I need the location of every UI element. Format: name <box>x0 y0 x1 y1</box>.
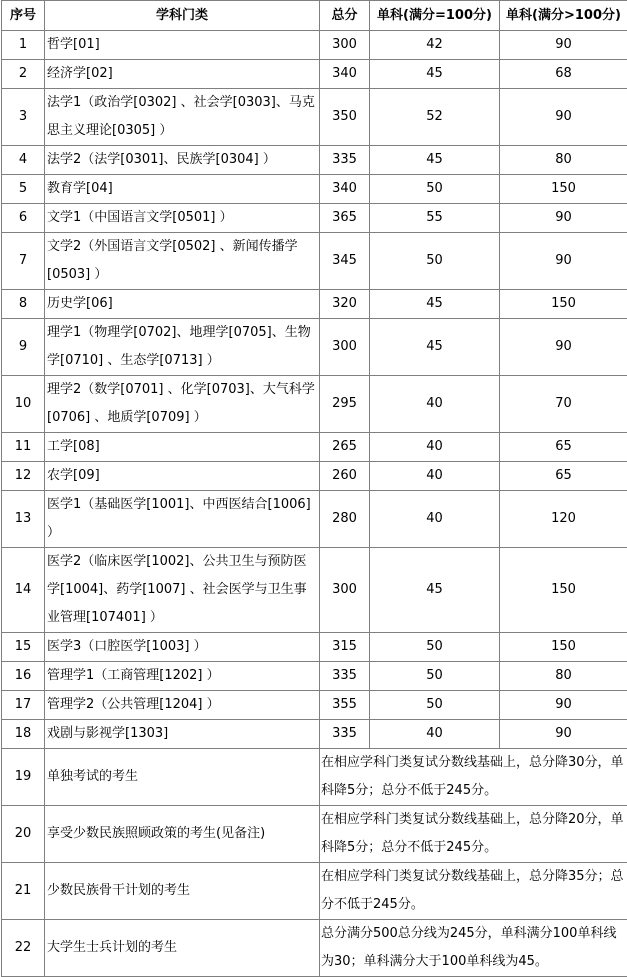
header-category: 学科门类 <box>45 1 320 31</box>
row-seq: 8 <box>2 290 45 319</box>
table-row <box>2 462 627 491</box>
row-category: 哲学[01] <box>45 31 320 60</box>
row-single-100: 42 <box>370 31 500 60</box>
row-category: 戏剧与影视学[1303] <box>45 720 320 749</box>
row-seq: 10 <box>2 376 45 433</box>
row-single-100: 45 <box>370 290 500 319</box>
row-seq: 22 <box>2 920 45 977</box>
row-category: 医学2（临床医学[1002]、公共卫生与预防医学[1004]、药学[1007] 、社会医学与卫生事业管理[107401] ） <box>45 548 320 633</box>
row-total: 265 <box>320 433 370 462</box>
special-row <box>2 749 627 806</box>
table-row <box>2 204 627 233</box>
row-single-over100: 150 <box>500 175 627 204</box>
table-row <box>2 691 627 720</box>
row-single-100: 40 <box>370 462 500 491</box>
row-category: 大学生士兵计划的考生 <box>45 920 320 977</box>
header-single-100: 单科(满分=100分) <box>370 1 500 31</box>
row-single-over100: 65 <box>500 462 627 491</box>
header-total: 总分 <box>320 1 370 31</box>
row-total: 300 <box>320 319 370 376</box>
header-seq: 序号 <box>2 1 45 31</box>
row-total: 260 <box>320 462 370 491</box>
row-single-100: 50 <box>370 662 500 691</box>
table-row <box>2 233 627 290</box>
row-category: 医学3（口腔医学[1003] ） <box>45 633 320 662</box>
special-row <box>2 920 627 977</box>
row-single-100: 40 <box>370 376 500 433</box>
row-category: 文学2（外国语言文学[0502] 、新闻传播学[0503] ） <box>45 233 320 290</box>
row-single-over100: 90 <box>500 233 627 290</box>
row-category: 法学2（法学[0301]、民族学[0304] ） <box>45 146 320 175</box>
row-note: 在相应学科门类复试分数线基础上，总分降20分，单科降5分；总分不低于245分。 <box>320 806 627 863</box>
row-seq: 21 <box>2 863 45 920</box>
row-single-100: 40 <box>370 720 500 749</box>
row-seq: 13 <box>2 491 45 548</box>
row-category: 享受少数民族照顾政策的考生(见备注) <box>45 806 320 863</box>
row-seq: 15 <box>2 633 45 662</box>
special-row <box>2 806 627 863</box>
table-row <box>2 290 627 319</box>
row-total: 300 <box>320 548 370 633</box>
table-row <box>2 376 627 433</box>
row-seq: 5 <box>2 175 45 204</box>
row-seq: 3 <box>2 89 45 146</box>
row-single-over100: 90 <box>500 204 627 233</box>
row-seq: 14 <box>2 548 45 633</box>
score-table <box>1 0 627 977</box>
table-row <box>2 491 627 548</box>
row-category: 工学[08] <box>45 433 320 462</box>
row-total: 315 <box>320 633 370 662</box>
header-row <box>2 1 627 31</box>
row-seq: 2 <box>2 60 45 89</box>
row-single-over100: 90 <box>500 31 627 60</box>
row-seq: 17 <box>2 691 45 720</box>
table-row <box>2 720 627 749</box>
row-single-100: 50 <box>370 633 500 662</box>
table-row <box>2 662 627 691</box>
table-row <box>2 89 627 146</box>
row-note: 在相应学科门类复试分数线基础上，总分降35分；总分不低于245分。 <box>320 863 627 920</box>
row-category: 教育学[04] <box>45 175 320 204</box>
row-category: 管理学2（公共管理[1204] ） <box>45 691 320 720</box>
row-single-over100: 90 <box>500 691 627 720</box>
special-row <box>2 863 627 920</box>
row-category: 农学[09] <box>45 462 320 491</box>
row-total: 335 <box>320 146 370 175</box>
row-single-over100: 90 <box>500 319 627 376</box>
row-single-100: 52 <box>370 89 500 146</box>
row-seq: 4 <box>2 146 45 175</box>
row-category: 历史学[06] <box>45 290 320 319</box>
table-row <box>2 548 627 633</box>
row-total: 340 <box>320 175 370 204</box>
table-row <box>2 633 627 662</box>
table-row <box>2 175 627 204</box>
row-total: 335 <box>320 662 370 691</box>
row-total: 295 <box>320 376 370 433</box>
row-single-100: 45 <box>370 146 500 175</box>
row-total: 345 <box>320 233 370 290</box>
row-single-over100: 80 <box>500 662 627 691</box>
row-single-over100: 150 <box>500 633 627 662</box>
table-row <box>2 60 627 89</box>
row-category: 理学1（物理学[0702]、地理学[0705]、生物学[0710] 、生态学[0713] ） <box>45 319 320 376</box>
row-total: 350 <box>320 89 370 146</box>
row-category: 文学1（中国语言文学[0501] ） <box>45 204 320 233</box>
row-category: 单独考试的考生 <box>45 749 320 806</box>
row-single-over100: 150 <box>500 290 627 319</box>
row-seq: 19 <box>2 749 45 806</box>
row-total: 320 <box>320 290 370 319</box>
row-category: 医学1（基础医学[1001]、中西医结合[1006] ） <box>45 491 320 548</box>
row-seq: 20 <box>2 806 45 863</box>
row-single-over100: 150 <box>500 548 627 633</box>
row-single-100: 45 <box>370 60 500 89</box>
table-row <box>2 319 627 376</box>
row-single-100: 55 <box>370 204 500 233</box>
row-single-over100: 90 <box>500 89 627 146</box>
row-single-over100: 68 <box>500 60 627 89</box>
row-single-100: 50 <box>370 691 500 720</box>
row-single-over100: 65 <box>500 433 627 462</box>
row-single-100: 40 <box>370 433 500 462</box>
row-total: 340 <box>320 60 370 89</box>
row-single-100: 50 <box>370 233 500 290</box>
row-category: 少数民族骨干计划的考生 <box>45 863 320 920</box>
row-single-over100: 90 <box>500 720 627 749</box>
row-note: 总分满分500总分线为245分，单科满分100单科线为30；单科满分大于100单科线为45。 <box>320 920 627 977</box>
row-total: 355 <box>320 691 370 720</box>
row-category: 理学2（数学[0701] 、化学[0703]、大气科学[0706] 、地质学[0709] ） <box>45 376 320 433</box>
row-seq: 16 <box>2 662 45 691</box>
row-single-over100: 80 <box>500 146 627 175</box>
table-row <box>2 146 627 175</box>
row-total: 365 <box>320 204 370 233</box>
row-seq: 12 <box>2 462 45 491</box>
row-single-over100: 120 <box>500 491 627 548</box>
table-row <box>2 433 627 462</box>
row-single-over100: 70 <box>500 376 627 433</box>
row-category: 法学1（政治学[0302] 、社会学[0303]、马克思主义理论[0305] ） <box>45 89 320 146</box>
header-single-over100: 单科(满分>100分) <box>500 1 627 31</box>
row-seq: 6 <box>2 204 45 233</box>
row-total: 300 <box>320 31 370 60</box>
row-seq: 1 <box>2 31 45 60</box>
row-total: 335 <box>320 720 370 749</box>
table-row <box>2 31 627 60</box>
row-seq: 7 <box>2 233 45 290</box>
row-single-100: 50 <box>370 175 500 204</box>
row-single-100: 45 <box>370 548 500 633</box>
row-seq: 9 <box>2 319 45 376</box>
row-seq: 18 <box>2 720 45 749</box>
row-single-100: 45 <box>370 319 500 376</box>
row-category: 经济学[02] <box>45 60 320 89</box>
row-note: 在相应学科门类复试分数线基础上，总分降30分，单科降5分；总分不低于245分。 <box>320 749 627 806</box>
row-single-100: 40 <box>370 491 500 548</box>
row-seq: 11 <box>2 433 45 462</box>
row-category: 管理学1（工商管理[1202] ） <box>45 662 320 691</box>
row-total: 280 <box>320 491 370 548</box>
